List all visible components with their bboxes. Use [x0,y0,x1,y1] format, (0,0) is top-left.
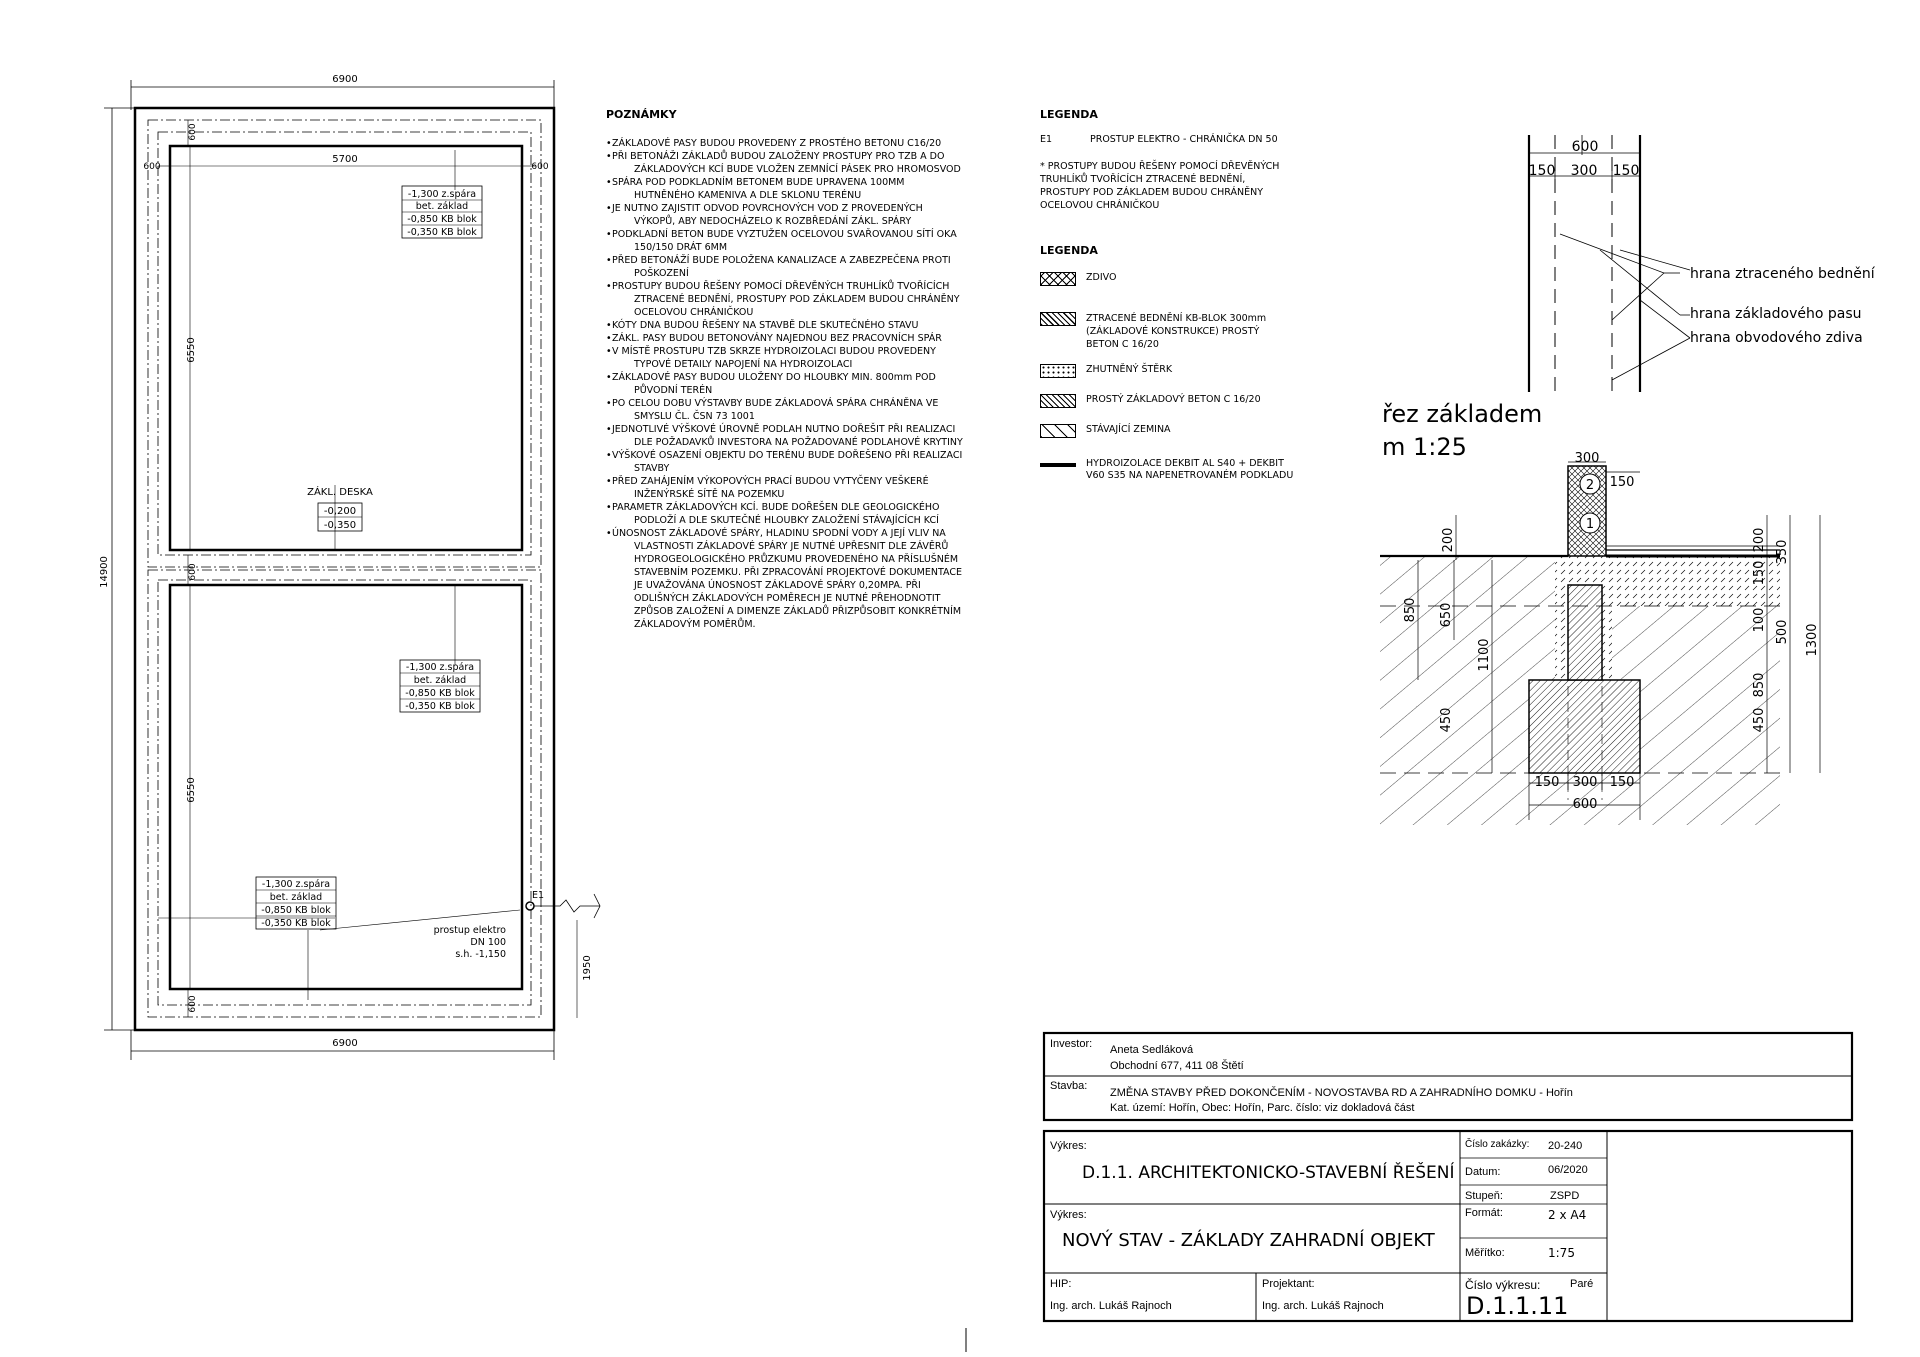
detail-dim-600: 600 [1571,139,1599,155]
zakazka-label: Číslo zakázky: [1465,1139,1530,1150]
sect-bottom-300: 300 [1572,775,1598,790]
sect-mark-2: 2 [1585,478,1595,493]
desk-label: ZÁKL. DESKA [307,487,373,498]
svg-text:bet. základ: bet. základ [415,201,469,212]
legend-item [1040,394,1261,408]
svg-text:-1,300 z.spára: -1,300 z.spára [261,879,331,890]
sect-left-650: 650 [1439,602,1454,628]
legend-item [1040,424,1171,438]
note-item: • PŘED BETONÁŽÍ BUDE POLOŽENA KANALIZACE A ZABEZPEČENA PROTI POŠKOZENÍ [606,254,966,280]
sect-right-100: 100 [1752,607,1767,633]
desk-value-2: -0,350 [323,520,357,531]
plan-dim-600-mid: 600 [188,563,198,581]
svg-text:-0,850 KB blok: -0,850 KB blok [405,688,475,699]
sect-left-450: 450 [1439,707,1454,733]
level-tag-3 [261,879,331,929]
section-title: řez základem [1382,400,1543,428]
waterproofing-swatch [1040,463,1076,467]
legend2-title: LEGENDA [1040,244,1098,257]
level-tag-2 [405,662,475,712]
e1-marker-label: E1 [532,890,545,901]
plan-dim-600-bottom: 600 [188,995,198,1013]
projektant-name: Ing. arch. Lukáš Rajnoch [1262,1300,1384,1312]
note-item: • KÓTY DNA BUDOU ŘEŠENY NA STAVBĚ DLE SKUTEČNÉHO STAVU [606,319,966,332]
stavba-name: ZMĚNA STAVBY PŘED DOKONČENÍM - NOVOSTAVBA RD A ZAHRADNÍHO DOMKU - Hořín [1110,1087,1573,1099]
sect-right-850: 850 [1752,672,1767,698]
svg-text:DN 100: DN 100 [470,937,506,948]
investor-name: Aneta Sedláková [1110,1044,1194,1056]
meritko-label: Měřítko: [1465,1247,1505,1259]
plan-dim-600-top: 600 [188,123,198,141]
meritko-value: 1:75 [1548,1246,1575,1260]
detail-dim-150-left: 150 [1528,163,1556,179]
sect-mark-1: 1 [1585,517,1595,532]
svg-text:-0,850 KB blok: -0,850 KB blok [261,905,331,916]
legend1-code: E1 [1040,134,1053,145]
sect-bottom-150-right: 150 [1609,775,1635,790]
svg-text:prostup elektro: prostup elektro [433,925,506,936]
sect-bottom-150-left: 150 [1534,775,1560,790]
vykres2-label: Výkres: [1050,1209,1087,1221]
legend-item-text: STÁVAJÍCÍ ZEMINA [1086,424,1171,435]
svg-text:bet. základ: bet. základ [269,892,323,903]
note-item: • PARAMETR ZÁKLADOVÝCH KCÍ. BUDE DOŘEŠEN DLE GEOLOGICKÉHO PODLOŽÍ A DLE SKUTEČNÉ HLOUBKY ZALOŽENÍ STÁVAJÍCÍCH KCÍ [606,501,966,527]
legend-item-text: ZHUTNĚNÝ ŠTĚRK [1086,364,1173,375]
soil-swatch [1040,424,1076,438]
stavba-location: Kat. území: Hořín, Obec: Hořín, Parc. číslo: viz dokladová část [1110,1102,1415,1114]
note-item: • JE NUTNO ZAJISTIT ODVOD POVRCHOVÝCH VOD Z PROVEDENÝCH VÝKOPŮ, ABY NEDOCHÁZELO K ROZBŘEDÁNÍ ZÁKL. SPÁRY [606,202,966,228]
note-item: • PŘED ZAHÁJENÍM VÝKOPOVÝCH PRACÍ BUDOU VYTYČENY VEŠKERÉ INŽENÝRSKÉ SÍTĚ NA POZEMKU [606,475,966,501]
svg-text:-0,350 KB blok: -0,350 KB blok [261,918,331,929]
hip-name: Ing. arch. Lukáš Rajnoch [1050,1300,1172,1312]
note-item: • ZÁKLADOVÉ PASY BUDOU ULOŽENY DO HLOUBKY MIN. 800mm POD PŮVODNÍ TERÉN [606,371,966,397]
vykres1-value: D.1.1. ARCHITEKTONICKO-STAVEBNÍ ŘEŠENÍ [1082,1163,1455,1183]
sect-right-450: 450 [1752,707,1767,733]
legend-item [1040,272,1116,286]
section-scale: m 1:25 [1382,433,1467,461]
note-item: • PODKLADNÍ BETON BUDE VYZTUŽEN OCELOVOU SVAŘOVANOU SÍTÍ OKA 150/150 DRÁT 6MM [606,228,966,254]
legend1-title: LEGENDA [1040,108,1098,121]
zakazka-value: 20-240 [1548,1140,1583,1152]
foundation-section [1380,462,1820,825]
detail-dim-300: 300 [1570,163,1598,179]
pare-label: Paré [1570,1278,1594,1290]
concrete-swatch [1040,394,1076,408]
note-item: • V MÍSTĚ PROSTUPU TZB SKRZE HYDROIZOLACI BUDOU PROVEDENY TYPOVÉ DETAILY NAPOJENÍ NA HYDROIZOLACI [606,345,966,371]
sect-left-850: 850 [1403,597,1418,623]
note-item: • ZÁKLADOVÉ PASY BUDOU PROVEDENY Z PROSTÉHO BETONU C16/20 [606,137,966,150]
stupen-label: Stupeň: [1465,1190,1503,1202]
sect-right-350: 350 [1775,539,1790,565]
legend-penetrations [1040,108,1300,212]
svg-text:s.h. -1,150: s.h. -1,150 [455,949,506,960]
label-foundation-strip-edge: hrana základového pasu [1690,306,1862,322]
plan-dim-bottom: 6900 [332,1038,358,1049]
projektant-label: Projektant: [1262,1278,1315,1290]
svg-text:-0,350 KB blok: -0,350 KB blok [405,701,475,712]
legend-item [1040,458,1300,482]
note-item: • ZÁKL. PASY BUDOU BETONOVÁNY NAJEDNOU BEZ PRACOVNÍCH SPÁR [606,332,966,345]
plan-dim-600-right: 600 [531,162,549,172]
notes-block [606,108,966,631]
hip-label: HIP: [1050,1278,1072,1290]
note-item: • SPÁRA POD PODKLADNÍM BETONEM BUDE UPRAVENA 100MM HUTNĚNÉHO KAMENIVA A DLE SKLONU TERÉNU [606,176,966,202]
legend-item [1040,364,1172,378]
level-tag-1 [407,189,477,238]
investor-label: Investor: [1050,1038,1093,1050]
zdivo-swatch [1040,272,1076,286]
sect-right-500: 500 [1775,619,1790,645]
kb-block-swatch [1040,312,1076,326]
plan-dim-1950: 1950 [582,955,593,981]
stupen-value: ZSPD [1550,1190,1580,1202]
legend-item-text: ZTRACENÉ BEDNĚNÍ KB-BLOK 300mm (ZÁKLADOVÉ KONSTRUKCE) PROSTÝ BETON C 16/20 [1086,313,1267,350]
note-item: • PO CELOU DOBU VÝSTAVBY BUDE ZÁKLADOVÁ SPÁRA CHRÁNĚNA VE SMYSLU ČL. ČSN 73 1001 [606,397,966,423]
legend-materials [1040,244,1300,257]
gravel-swatch [1040,364,1076,378]
legend-item-text: ZDIVO [1086,272,1117,283]
sect-right-1300: 1300 [1805,623,1820,657]
format-value: 2 x A4 [1548,1208,1587,1222]
legend-item-text: HYDROIZOLACE DEKBIT AL S40 + DEKBIT V60 S35 NA NAPENETROVANÉM PODKLADU [1086,458,1294,481]
plan-dim-inner: 5700 [332,154,358,165]
legend-item [1040,312,1280,351]
detail-dim-150-right: 150 [1612,163,1640,179]
plan-dim-6550-bottom: 6550 [186,777,197,803]
sect-left-1100: 1100 [1477,638,1492,672]
sect-right-200: 200 [1752,527,1767,553]
vykres2-value: NOVÝ STAV - ZÁKLADY ZAHRADNÍ OBJEKT [1062,1230,1435,1251]
sect-dim-150-top: 150 [1609,475,1635,490]
vykres1-label: Výkres: [1050,1140,1087,1152]
foundation-plan [104,80,600,1060]
svg-text:-0,350 KB blok: -0,350 KB blok [407,227,477,238]
plan-dim-6550-top: 6550 [186,337,197,363]
datum-label: Datum: [1465,1166,1501,1178]
plan-dim-top: 6900 [332,74,358,85]
format-label: Formát: [1465,1207,1503,1219]
svg-text:-1,300 z.spára: -1,300 z.spára [405,662,475,673]
label-lost-formwork-edge: hrana ztraceného bednění [1690,266,1875,282]
cislo-label: Číslo výkresu: [1465,1278,1541,1292]
sect-bottom-600: 600 [1572,797,1598,812]
elektro-note [434,925,507,960]
cislo-value: D.1.1.11 [1466,1292,1569,1320]
desk-value-1: -0,200 [323,506,357,517]
stavba-label: Stavba: [1050,1080,1088,1092]
note-item: • JEDNOTLIVÉ VÝŠKOVÉ ÚROVNĚ PODLAH NUTNO DOŘEŠIT PŘI REALIZACI DLE POŽADAVKŮ INVESTORA NA POŽADOVANÉ PODLAHOVÉ KRYTINY [606,423,966,449]
note-item: • PŘI BETONÁŽI ZÁKLADŮ BUDOU ZALOŽENY PROSTUPY PRO TZB A DO ZÁKLADOVÝCH KCÍ BUDE VLOŽEN ZEMNÍCÍ PÁSEK PRO HROMOSVOD [606,150,966,176]
note-item: • VÝŠKOVÉ OSAZENÍ OBJEKTU DO TERÉNU BUDE DOŘEŠENO PŘI REALIZACI STAVBY [606,449,966,475]
legend1-e1-text: PROSTUP ELEKTRO - CHRÁNIČKA DN 50 [1090,134,1278,145]
svg-text:-1,300 z.spára: -1,300 z.spára [407,189,477,200]
note-item: • ÚNOSNOST ZÁKLADOVÉ SPÁRY, HLADINU SPODNÍ VODY A JEJÍ VLIV NA VLASTNOSTI ZÁKLADOVÉ SPÁRY JE NUTNÉ UPŘESNIT DLE ZÁVĚRŮ HYDROGEOLOGICKÉHO PRŮZKUMU PROVEDENÉHO NA PŘÍSLUŠNÉM STAVEBNÍM POZEMKU. PŘI ZPRACOVÁNÍ PROJEKTOVÉ DOKUMENTACE JE UVAŽOVÁNA ÚNOSNOST ZÁKLADOVÉ SPÁRY 0,20MPA. PŘI ODLIŠNÝCH ZÁKLADOVÝCH POMĚRECH JE NUTNÉ PŘEHODNOTIT ZPŮSOB ZALOŽENÍ A DIMENZE ZÁKLADŮ PŘIZPŮSOBIT KONKRÉTNÍM ZÁKLADOVÝM POMĚRŮM. [606,527,966,631]
legend-item-text: PROSTÝ ZÁKLADOVÝ BETON C 16/20 [1086,394,1261,405]
notes-title: POZNÁMKY [606,108,677,121]
investor-address: Obchodní 677, 411 08 Štětí [1110,1060,1244,1072]
sect-right-150: 150 [1752,560,1767,586]
sect-dim-300-top: 300 [1574,451,1600,466]
note-item: • PROSTUPY BUDOU ŘEŠENY POMOCÍ DŘEVĚNÝCH TRUHLÍKŮ TVOŘÍCÍCH ZTRACENÉ BEDNĚNÍ, PROSTUPY POD ZÁKLADEM BUDOU CHRÁNĚNY OCELOVOU CHRÁNIČKOU [606,280,966,319]
sect-left-200: 200 [1441,527,1456,553]
datum-value: 06/2020 [1548,1164,1588,1176]
label-outer-wall-edge: hrana obvodového zdiva [1690,330,1863,346]
legend1-note: * PROSTUPY BUDOU ŘEŠENY POMOCÍ DŘEVĚNÝCH TRUHLÍKŮ TVOŘÍCÍCH ZTRACENÉ BEDNĚNÍ, PROSTUPY POD ZÁKLADEM BUDOU CHRÁNĚNY OCELOVOU CHRÁNIČKOU [1040,161,1280,211]
plan-dim-600-left: 600 [143,162,161,172]
svg-text:-0,850 KB blok: -0,850 KB blok [407,214,477,225]
notes-list [606,137,966,631]
svg-text:bet. základ: bet. základ [413,675,467,686]
plan-dim-total: 14900 [99,556,110,588]
